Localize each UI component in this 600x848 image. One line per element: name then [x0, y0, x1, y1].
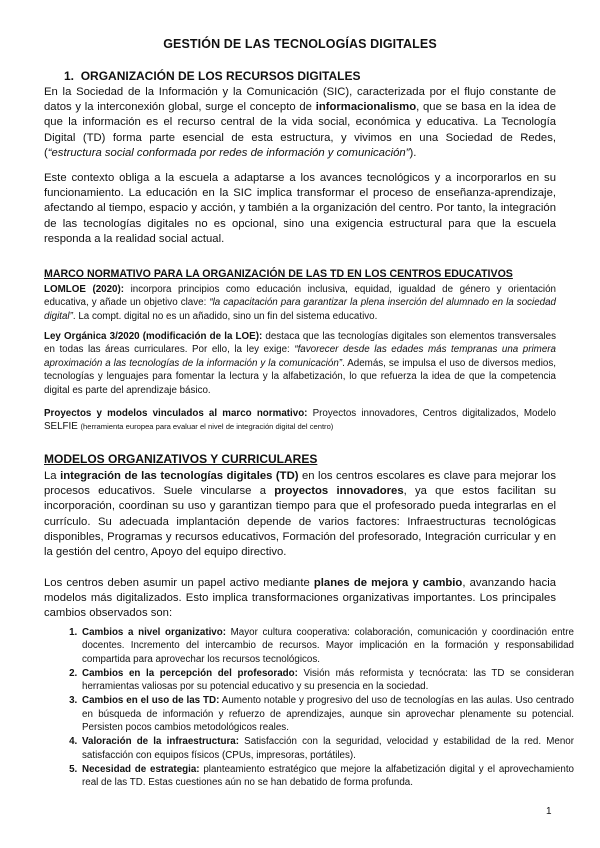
- paragraph-informacionalismo: [44, 85, 556, 161]
- section-heading-organizacion: [64, 69, 360, 83]
- list-item: [80, 667, 574, 694]
- bold-label: Proyectos y modelos vinculados al marco normativo:: [44, 408, 308, 419]
- bold-label: LOMLOE (2020):: [44, 284, 125, 295]
- list-item: [80, 626, 574, 666]
- small-note: (herramienta europea para evaluar el nivel de integración digital del centro): [80, 422, 334, 432]
- text-run: . La compt. digital no es un añadido, sino un fin del sistema educativo.: [72, 310, 378, 322]
- italic-quote: “favorecer desde las edades más tempranas una primera aproximación a las tecnologías de la información y la comunicación”: [44, 344, 557, 369]
- list-item: [80, 763, 574, 790]
- list-item-label: Cambios en el uso de las TD:: [82, 695, 220, 707]
- list-item-label: Valoración de la infraestructura:: [82, 736, 240, 748]
- paragraph-proyectos: [44, 407, 556, 434]
- section-number: 1.: [64, 69, 75, 83]
- bold-term: planes de mejora y cambio: [313, 577, 463, 589]
- paragraph-planes-mejora: [44, 576, 556, 622]
- list-item: [80, 694, 574, 734]
- text-run: La: [44, 470, 61, 482]
- list-item-text: Mayor cultura cooperativa: colaboración, comunicación y coordinación entre docentes. Incremento del intercambio de recursos. Mayor implicación en la formación y responsabilidad compartida para aprovechar los recursos tecnológicos.: [82, 627, 574, 665]
- text-run: Proyectos innovadores, Centros digitalizados, Modelo SELFIE: [44, 408, 556, 433]
- section-heading-text: ORGANIZACIÓN DE LOS RECURSOS DIGITALES: [80, 69, 361, 83]
- bold-term: proyectos innovadores: [274, 485, 404, 498]
- text-run: Los centros deben asumir un papel activo mediante: [44, 577, 314, 589]
- paragraph-integracion: [44, 469, 556, 560]
- text-run: , ya que estos facilitan su incorporación, coordinan su uso y garantizan tiempo para que el profesorado pueda integrarlas en el currículo. Su adecuada implantación depende de varios factores: Infraestructuras tecnológicas disponibles, Programas y recursos educativos, Formación del profesorado, Integración curricular y en la gestión del centro, Apoyo del equipo directivo.: [44, 485, 556, 559]
- text-run: ).: [409, 146, 417, 159]
- list-item-text: planteamiento estratégico que mejore la alfabetización digital y el aprovechamiento real de las TD. Estas cuestiones aún no se han debatido de forma profunda.: [82, 763, 574, 789]
- bold-term: informacionalismo: [315, 101, 417, 114]
- paragraph-contexto: Este contexto obliga a la escuela a adaptarse a los avances tecnológicos y a incorporarlos en su funcionamiento. La educación en la SIC implica transformar el proceso de enseñanza-aprendizaje, afectando al tiempo, espacio y acción, y también a la organización del centro. Por tanto, la integración de las tecnologías digitales no es opcional, sino una exigencia estructural para que la escuela responda a la realidad social actual.: [44, 172, 556, 245]
- list-item-label: Necesidad de estrategia:: [82, 763, 200, 775]
- text-run: , avanzando hacia modelos más digitalizados. Esto implica transformaciones organizativas importantes. Los principales cambios observados son:: [44, 577, 557, 620]
- list-item-text: Visión más reformista y tecnócrata: las TD se consideran herramientas valiosas por su potencial educativo y su presencia en la sociedad.: [82, 667, 574, 693]
- paragraph-ley-organica: [44, 330, 556, 397]
- text-run: , que se basa en la idea de que la información es el recurso central de la vida social, económica y educativa. La Tecnología Digital (TD) forma parte esencial de esta estructura, y vivimos en una Sociedad de Redes, (: [44, 101, 556, 159]
- list-item: [80, 735, 574, 762]
- list-item-text: Aumento notable y progresivo del uso de tecnologías en las aulas. Uso centrado en búsqueda de información y refuerzo de aprendizajes, aunque sin aprovechar plenamente su potencial. Persisten pocos cambios metodológicos reales.: [82, 695, 574, 734]
- heading-modelos: MODELOS ORGANIZATIVOS Y CURRICULARES: [44, 452, 318, 466]
- heading-marco-normativo: MARCO NORMATIVO PARA LA ORGANIZACIÓN DE LAS TD EN LOS CENTROS EDUCATIVOS: [44, 268, 513, 280]
- changes-list: [62, 626, 574, 791]
- text-run: en los centros escolares es clave para mejorar los procesos educativos. Suele vincularse a: [44, 470, 556, 498]
- italic-quote: “estructura social conformada por redes de información y comunicación”: [47, 146, 410, 159]
- text-run: . Además, se impulsa el uso de diversos medios, tecnologías y lenguajes para fomentar la lectura y la alfabetización, lo que refuerza la idea de que la competencia digital es parte del aprendizaje básico.: [44, 357, 556, 396]
- italic-quote: “la capacitación para garantizar la plena inserción del alumnado en la sociedad digital”: [44, 297, 557, 322]
- bold-term: integración de las tecnologías digitales (TD): [60, 470, 299, 482]
- text-run: En la Sociedad de la Información y la Comunicación (SIC), caracterizada por el flujo constante de datos y la interconexión global, surge el concepto de: [44, 86, 556, 114]
- list-item-label: Cambios en la percepción del profesorado:: [82, 667, 298, 679]
- page-number: 1: [546, 806, 552, 817]
- list-item-label: Cambios a nivel organizativo:: [82, 627, 226, 638]
- list-item-text: Satisfacción con la seguridad, velocidad y estabilidad de la red. Menor satisfacción con equipos físicos (CPUs, impresoras, portátiles).: [82, 736, 574, 761]
- text-run: destaca que las tecnologías digitales son elementos transversales en todas las áreas curriculares. Por ello, la ley exige:: [44, 331, 556, 356]
- bold-label: Ley Orgánica 3/2020 (modificación de la LOE):: [44, 331, 263, 342]
- text-run: incorpora principios como educación inclusiva, equidad, igualdad de género y orientación educativa, y añade un objetivo clave:: [44, 284, 556, 309]
- paragraph-lomloe: [44, 283, 556, 323]
- page-title: GESTIÓN DE LAS TECNOLOGÍAS DIGITALES: [163, 37, 437, 51]
